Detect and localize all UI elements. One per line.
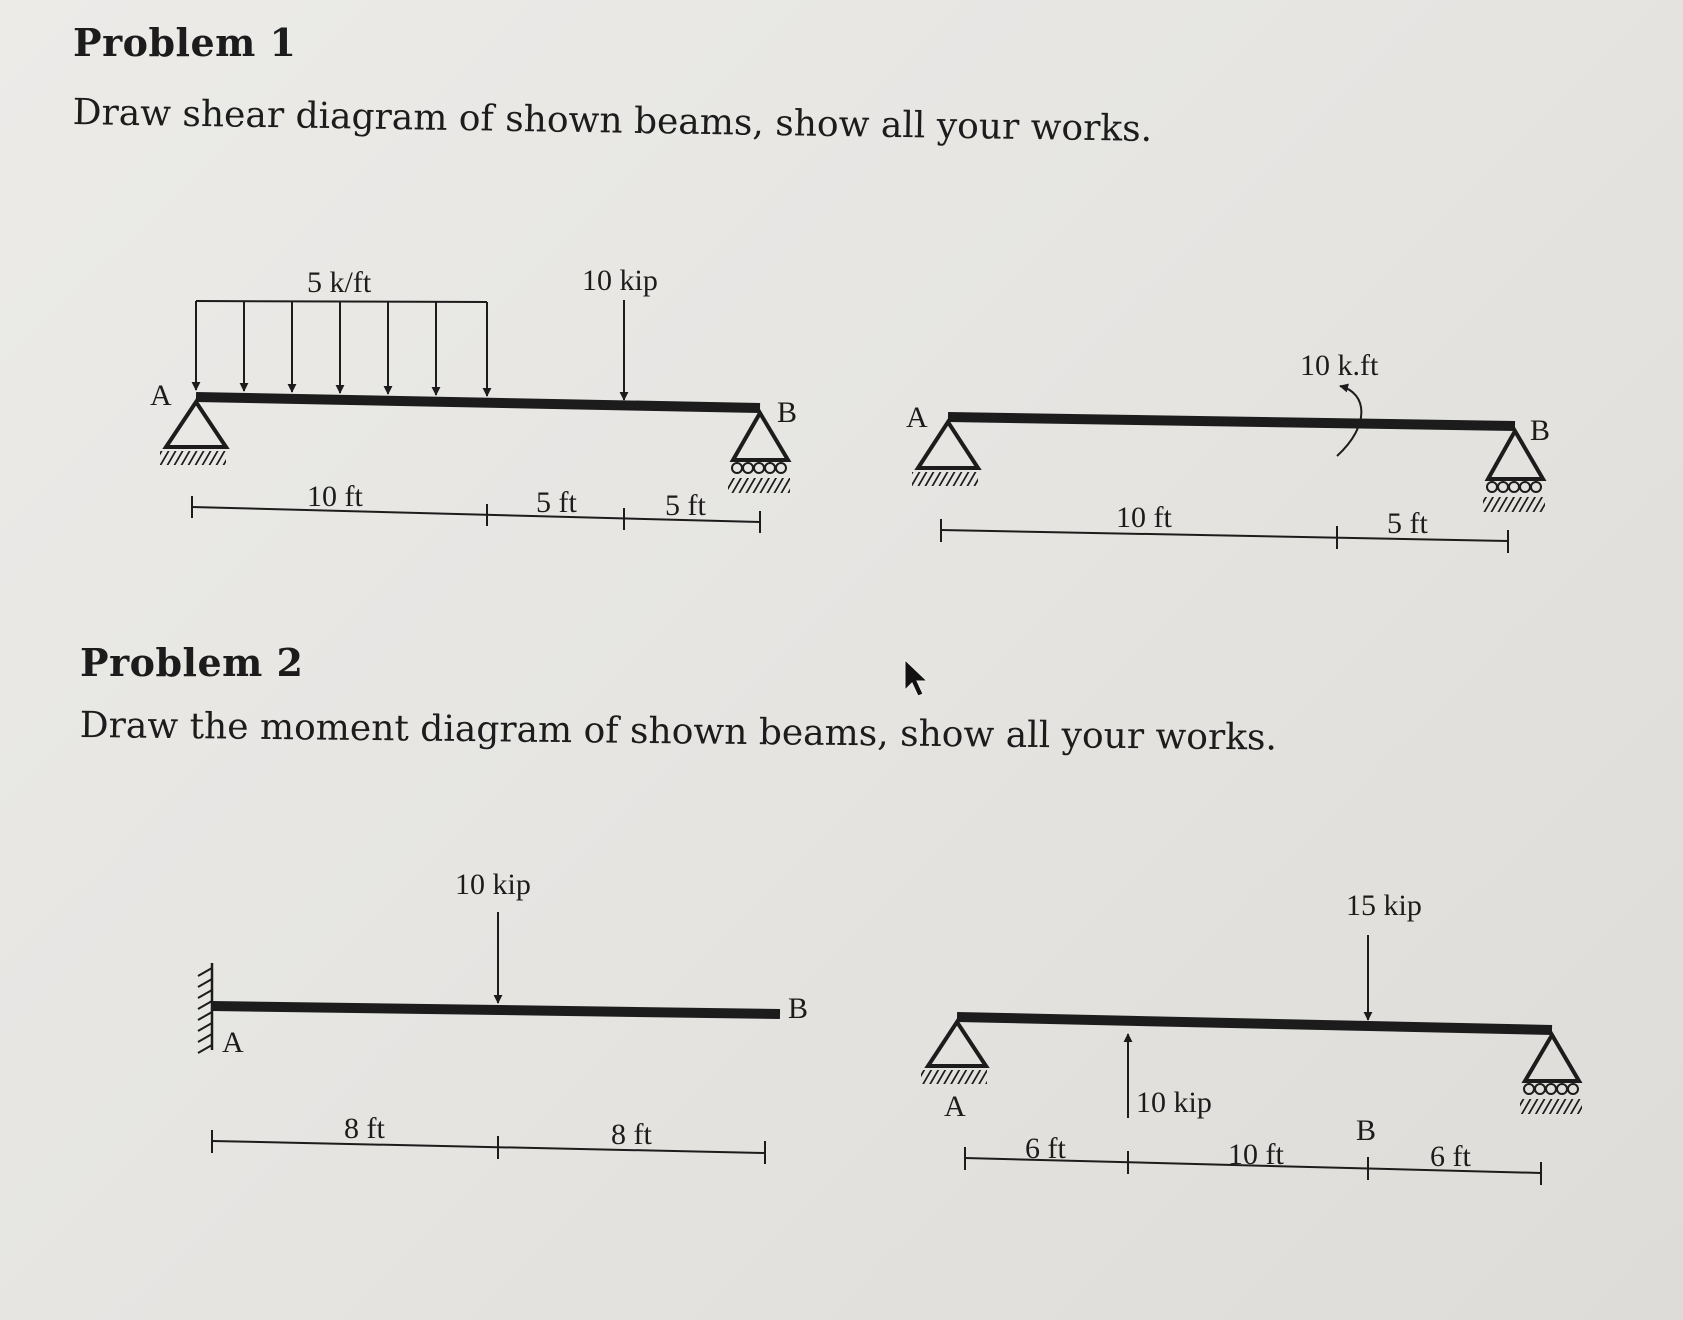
problem1-instruction: Draw shear diagram of shown beams, show all your works.	[72, 92, 1153, 150]
dimension-label-1: 10 ft	[307, 480, 363, 513]
beam-d-beam	[957, 1017, 1552, 1030]
dimension-label-3: 6 ft	[1430, 1140, 1471, 1173]
problem1-title: Problem 1	[73, 20, 297, 65]
beam-a-beam	[196, 397, 760, 408]
roller-support	[1520, 1035, 1582, 1114]
problem2-instruction: Draw the moment diagram of shown beams, show all your works.	[79, 705, 1278, 759]
mouse-cursor-icon	[905, 660, 927, 696]
point-a-label: A	[944, 1090, 966, 1123]
problem1-beam-b-figure	[906, 349, 1550, 553]
problem1-beam-a-figure	[150, 264, 797, 533]
problem2-beam-d-figure	[921, 889, 1582, 1185]
point-b-label: B	[788, 992, 809, 1025]
point-a-label: A	[222, 1026, 244, 1059]
dimension-label-2: 5 ft	[1387, 507, 1428, 540]
couple-moment-label: 10 k.ft	[1300, 349, 1379, 382]
dimension-line	[212, 1130, 765, 1164]
downward-load-label: 15 kip	[1346, 889, 1422, 922]
problem2-title: Problem 2	[80, 640, 304, 685]
point-load-label: 10 kip	[582, 264, 658, 297]
beam-c-beam	[212, 1006, 780, 1014]
dimension-label-1: 8 ft	[344, 1112, 385, 1145]
fixed-support	[198, 963, 212, 1053]
point-load-label: 10 kip	[455, 868, 531, 901]
point-b-label: B	[1530, 414, 1551, 447]
dimension-label-2: 8 ft	[611, 1118, 652, 1151]
problem2-beam-c-figure	[198, 868, 808, 1164]
dimension-label-3: 5 ft	[665, 489, 706, 522]
upward-load-label: 10 kip	[1136, 1086, 1212, 1119]
pin-support	[921, 1022, 987, 1084]
distributed-load-label: 5 k/ft	[307, 266, 372, 299]
dimension-label-1: 10 ft	[1116, 501, 1172, 534]
distributed-load-arrows	[196, 301, 487, 396]
point-b-label: B	[777, 396, 798, 429]
point-a-label: A	[906, 401, 928, 434]
beam-b-beam	[948, 417, 1515, 426]
dimension-label-2: 10 ft	[1228, 1138, 1284, 1171]
point-a-label: A	[150, 379, 172, 412]
point-b-label: B	[1356, 1114, 1377, 1147]
dimension-label-2: 5 ft	[536, 486, 577, 519]
dimension-label-1: 6 ft	[1025, 1132, 1066, 1165]
